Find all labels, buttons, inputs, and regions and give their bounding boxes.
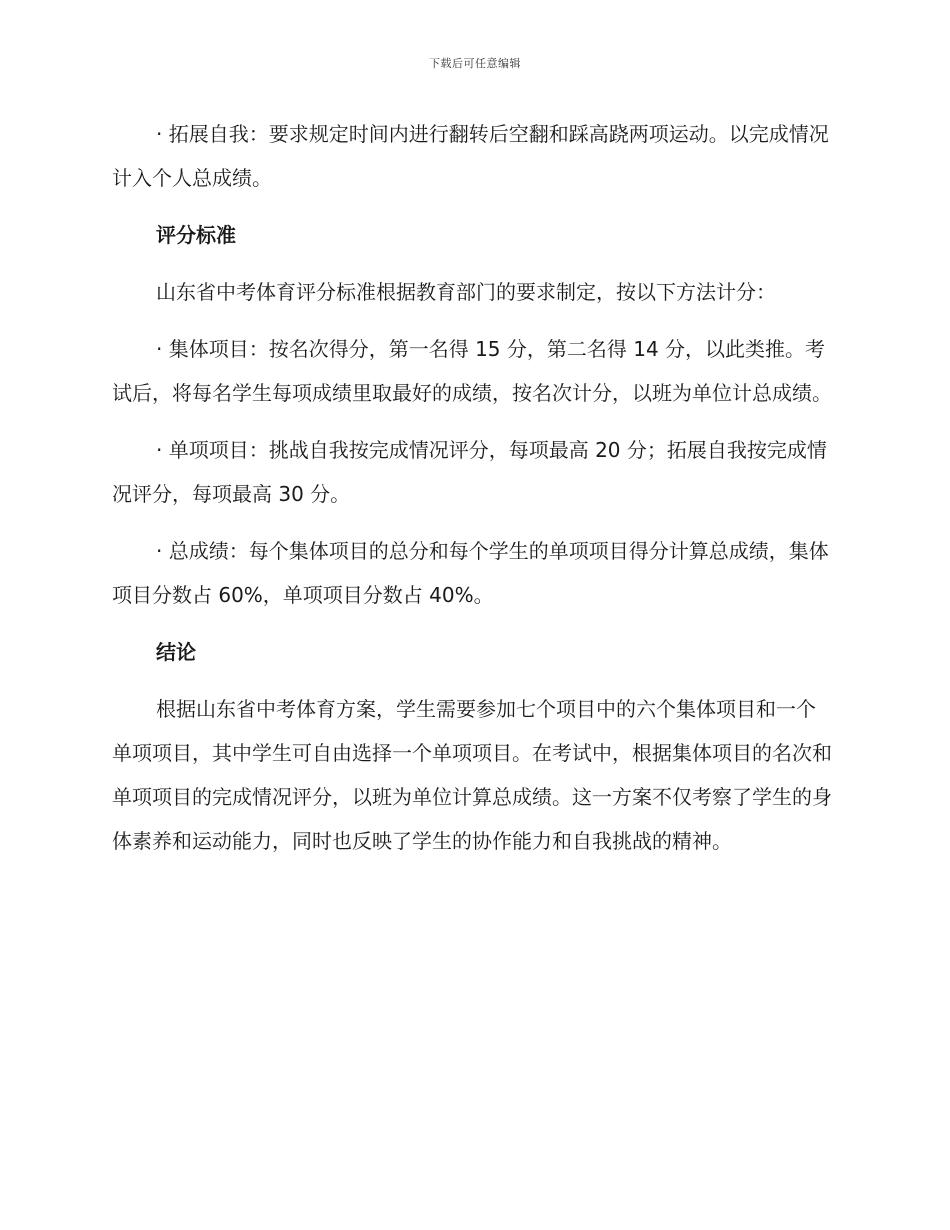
paragraph-conclusion: 根据山东省中考体育方案，学生需要参加七个项目中的六个集体项目和一个单项项目，其中学生可自由选择一个单项项目。在考试中，根据集体项目的名次和单项项目的完成情况评分，以班为单位计算总成绩。这一方案不仅考察了学生的身体素养和运动能力，同时也反映了学生的协作能力和自我挑战的精神。 xyxy=(112,697,832,853)
header-note: 下载后可任意编辑 xyxy=(429,57,521,70)
paragraph-total-score: · 总成绩：每个集体项目的总分和每个学生的单项项目得分计算总成绩，集体项目分数占 60%，单项项目分数占 40%。 xyxy=(112,539,829,607)
heading-conclusion: 结论 xyxy=(156,640,196,664)
paragraph-scoring-intro: 山东省中考体育评分标准根据教育部门的要求制定，按以下方法计分： xyxy=(156,280,776,304)
document-body xyxy=(112,112,834,863)
paragraph-single-items: · 单项项目：挑战自我按完成情况评分，每项最高 20 分；拓展自我按完成情况评分，每项最高 30 分。 xyxy=(112,438,827,506)
paragraph-expand-self: · 拓展自我：要求规定时间内进行翻转后空翻和踩高跷两项运动。以完成情况计入个人总成绩。 xyxy=(112,122,829,190)
heading-scoring-standard: 评分标准 xyxy=(156,223,236,247)
paragraph-group-items: · 集体项目：按名次得分，第一名得 15 分，第二名得 14 分，以此类推。考试后，将每名学生每项成绩里取最好的成绩，按名次计分，以班为单位计总成绩。 xyxy=(112,337,832,405)
